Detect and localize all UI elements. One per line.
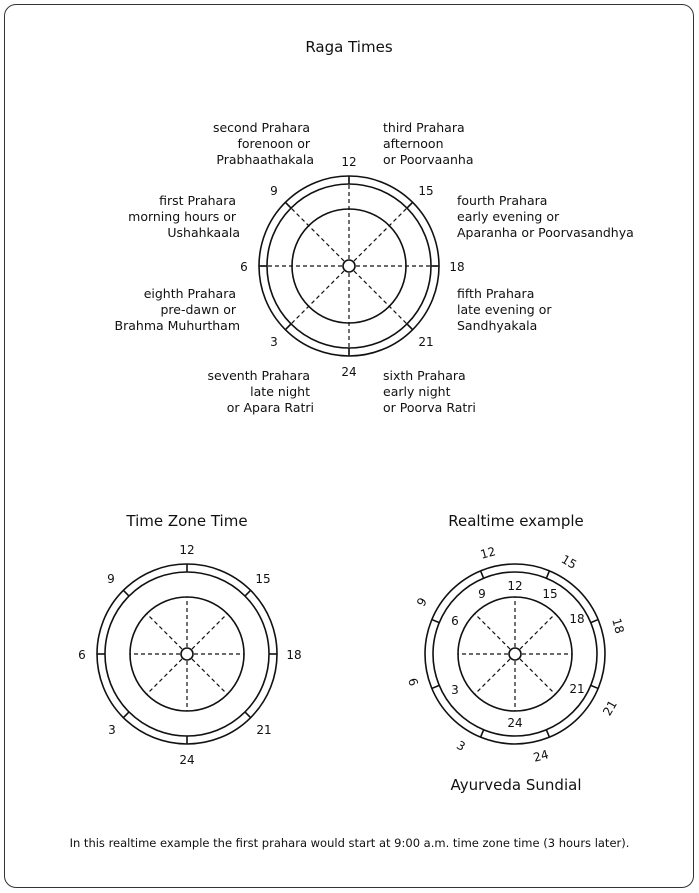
realtime-tick (432, 620, 439, 623)
realtime-outer-number-24: 24 (531, 747, 551, 765)
timezone-hub (181, 648, 193, 660)
realtime-title: Realtime example (448, 512, 584, 530)
prahara-label-seventh: seventh Prahara late night or Apara Ratri (207, 368, 314, 415)
footnote: In this realtime example the first prahara would start at 9:00 a.m. time zone time (3 hours later). (69, 836, 630, 850)
sundial-caption: Ayurveda Sundial (450, 776, 582, 794)
realtime-spoke (475, 614, 515, 654)
timezone-number-21: 21 (256, 723, 272, 737)
timezone-spoke (147, 654, 187, 694)
timezone-number-12: 12 (179, 543, 195, 557)
realtime-tick (591, 685, 598, 688)
realtime-hub (509, 648, 521, 660)
main-spoke (285, 202, 349, 266)
prahara-label-eighth: eighth Prahara pre-dawn or Brahma Muhurtham (114, 286, 240, 333)
realtime-tick (481, 730, 484, 737)
realtime-outer-number-9: 9 (414, 595, 430, 609)
realtime-outer-number-15: 15 (558, 552, 580, 572)
timezone-tick (123, 712, 129, 718)
main-hub (343, 260, 355, 272)
realtime-inner-number-12: 12 (507, 579, 523, 593)
prahara-label-sixth: sixth Prahara early night or Poorva Ratri (383, 368, 476, 415)
realtime-outer-number-21: 21 (600, 697, 620, 719)
main-number-12: 12 (341, 155, 357, 169)
main-title: Raga Times (305, 38, 393, 56)
main-spoke (349, 266, 413, 330)
prahara-label-third: third Prahara afternoon or Poorvaanha (383, 120, 474, 167)
main-number-9: 9 (270, 184, 278, 198)
timezone-spoke (187, 614, 227, 654)
timezone-number-15: 15 (255, 572, 271, 586)
realtime-tick (546, 571, 549, 578)
timezone-tick (123, 590, 129, 596)
realtime-outer-number-18: 18 (609, 616, 627, 636)
realtime-spoke (475, 654, 515, 694)
timezone-number-9: 9 (107, 572, 115, 586)
main-number-6: 6 (240, 260, 248, 274)
realtime-inner-number-3: 3 (451, 683, 459, 697)
main-number-15: 15 (418, 184, 434, 198)
realtime-tick (432, 685, 439, 688)
timezone-tick (245, 590, 251, 596)
main-spoke (285, 266, 349, 330)
timezone-tick (245, 712, 251, 718)
timezone-number-6: 6 (78, 648, 86, 662)
realtime-inner-number-9: 9 (478, 587, 486, 601)
main-tick (407, 324, 413, 330)
realtime-spoke (515, 614, 555, 654)
realtime-spoke (515, 654, 555, 694)
realtime-tick (481, 571, 484, 578)
realtime-inner-number-15: 15 (542, 587, 558, 601)
main-tick (285, 324, 291, 330)
main-tick (407, 202, 413, 208)
timezone-spoke (147, 614, 187, 654)
timezone-title: Time Zone Time (126, 512, 248, 530)
realtime-outer-number-6: 6 (405, 676, 421, 688)
realtime-inner-number-24: 24 (507, 716, 523, 730)
realtime-tick (546, 730, 549, 737)
realtime-outer-number-12: 12 (478, 544, 498, 562)
main-tick (285, 202, 291, 208)
realtime-inner-number-18: 18 (569, 612, 585, 626)
main-spoke (349, 202, 413, 266)
main-dial (259, 176, 439, 356)
prahara-label-fourth: fourth Prahara early evening or Aparanha or Poorvasandhya (457, 193, 634, 240)
realtime-tick (591, 620, 598, 623)
main-number-21: 21 (418, 335, 434, 349)
timezone-spoke (187, 654, 227, 694)
timezone-number-24: 24 (179, 753, 195, 767)
prahara-label-second: second Prahara forenoon or Prabhaathakala (212, 120, 314, 167)
realtime-outer-number-3: 3 (454, 738, 468, 754)
realtime-inner-number-21: 21 (569, 682, 585, 696)
main-number-24: 24 (341, 365, 357, 379)
main-number-18: 18 (449, 260, 465, 274)
timezone-number-18: 18 (286, 648, 302, 662)
prahara-label-first: first Prahara morning hours or Ushahkaala (128, 193, 240, 240)
timezone-number-3: 3 (108, 723, 116, 737)
main-number-3: 3 (270, 335, 278, 349)
prahara-label-fifth: fifth Prahara late evening or Sandhyakala (457, 286, 552, 333)
timezone-dial (97, 564, 277, 744)
realtime-inner-number-6: 6 (451, 614, 459, 628)
